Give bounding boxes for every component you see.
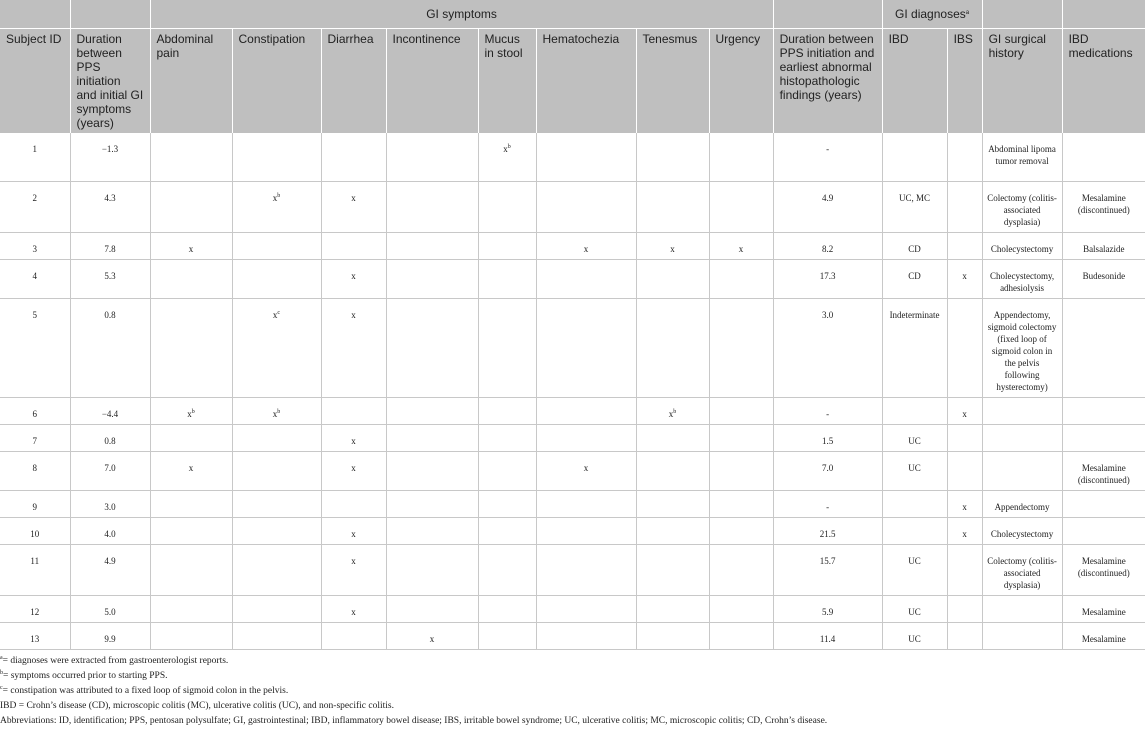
ibs-cell xyxy=(947,622,982,649)
duration-symptoms-cell: 0.8 xyxy=(70,424,150,451)
duration-histopath-cell: 5.9 xyxy=(773,595,882,622)
hematochezia-cell xyxy=(536,259,636,298)
tenesmus-cell xyxy=(636,298,709,397)
tenesmus-cell xyxy=(636,595,709,622)
ibs-cell xyxy=(947,451,982,490)
surgical-history-cell: Colectomy (colitis-associated dysplasia) xyxy=(982,544,1062,595)
urgency-cell: x xyxy=(709,232,773,259)
duration-histopath-cell: 21.5 xyxy=(773,517,882,544)
constipation-cell xyxy=(232,259,321,298)
incontinence-cell xyxy=(386,517,478,544)
column-header: IBD xyxy=(882,29,947,134)
ibs-cell xyxy=(947,181,982,232)
ibs-cell: x xyxy=(947,397,982,424)
tenesmus-cell xyxy=(636,424,709,451)
gi-diagnoses-group-header xyxy=(882,0,982,29)
subject-id-cell: 8 xyxy=(0,451,70,490)
ibs-cell xyxy=(947,298,982,397)
duration-histopath-cell: 7.0 xyxy=(773,451,882,490)
ibd-medication-cell xyxy=(1062,298,1145,397)
surgical-history-cell xyxy=(982,622,1062,649)
table-row xyxy=(0,451,1145,490)
footnote: IBD = Crohn’s disease (CD), microscopic colitis (MC), ulcerative colitis (UC), and non-specific colitis. xyxy=(0,700,394,711)
duration-symptoms-cell: 7.8 xyxy=(70,232,150,259)
duration-symptoms-cell: 4.9 xyxy=(70,544,150,595)
constipation-cell xyxy=(232,622,321,649)
urgency-cell xyxy=(709,517,773,544)
ibd-cell: CD xyxy=(882,232,947,259)
constipation-cell xyxy=(232,544,321,595)
ibd-cell: UC xyxy=(882,424,947,451)
ibd-medication-cell: Mesalamine (discontinued) xyxy=(1062,451,1145,490)
ibd-cell: UC xyxy=(882,622,947,649)
subject-id-cell: 10 xyxy=(0,517,70,544)
hematochezia-cell: x xyxy=(536,451,636,490)
surgical-history-cell xyxy=(982,595,1062,622)
abdominal-pain-cell xyxy=(150,544,232,595)
header-group-blank xyxy=(982,0,1062,29)
subject-id-cell: 1 xyxy=(0,133,70,181)
incontinence-cell xyxy=(386,451,478,490)
duration-histopath-cell: - xyxy=(773,397,882,424)
surgical-history-cell: Appendectomy xyxy=(982,490,1062,517)
duration-symptoms-cell: 4.3 xyxy=(70,181,150,232)
diarrhea-cell: x xyxy=(321,517,386,544)
column-header: Tenesmus xyxy=(636,29,709,134)
abdominal-pain-cell xyxy=(150,298,232,397)
ibd-cell: Indeterminate xyxy=(882,298,947,397)
abdominal-pain-cell xyxy=(150,595,232,622)
diarrhea-cell: x xyxy=(321,259,386,298)
incontinence-cell xyxy=(386,490,478,517)
table-row xyxy=(0,424,1145,451)
ibd-medication-cell: Mesalamine xyxy=(1062,622,1145,649)
table-row xyxy=(0,622,1145,649)
surgical-history-cell: Appendectomy, sigmoid colectomy (fixed loop of sigmoid colon in the pelvis following hysterectomy) xyxy=(982,298,1062,397)
subject-id-cell: 4 xyxy=(0,259,70,298)
surgical-history-cell xyxy=(982,397,1062,424)
ibs-cell: x xyxy=(947,517,982,544)
ibs-cell xyxy=(947,544,982,595)
table-row xyxy=(0,397,1145,424)
surgical-history-cell xyxy=(982,451,1062,490)
subject-id-cell: 3 xyxy=(0,232,70,259)
table-row xyxy=(0,544,1145,595)
ibs-cell xyxy=(947,232,982,259)
incontinence-cell xyxy=(386,259,478,298)
surgical-history-cell: Colectomy (colitis-associated dysplasia) xyxy=(982,181,1062,232)
tenesmus-cell xyxy=(636,259,709,298)
abdominal-pain-cell: x xyxy=(150,451,232,490)
urgency-cell xyxy=(709,424,773,451)
urgency-cell xyxy=(709,544,773,595)
tenesmus-cell xyxy=(636,490,709,517)
ibd-medication-cell xyxy=(1062,517,1145,544)
diarrhea-cell: x xyxy=(321,544,386,595)
ibd-cell xyxy=(882,397,947,424)
duration-symptoms-cell: 4.0 xyxy=(70,517,150,544)
mucus-cell xyxy=(478,232,536,259)
constipation-cell xyxy=(232,424,321,451)
mucus-cell xyxy=(478,595,536,622)
ibd-cell: UC, MC xyxy=(882,181,947,232)
urgency-cell xyxy=(709,298,773,397)
mucus-cell xyxy=(478,490,536,517)
surgical-history-cell xyxy=(982,424,1062,451)
mucus-cell xyxy=(478,397,536,424)
constipation-cell: $x^b$ xyxy=(232,181,321,232)
ibd-cell xyxy=(882,133,947,181)
constipation-cell xyxy=(232,232,321,259)
gi-diagnoses-label: GI diagnoses xyxy=(895,7,966,21)
constipation-cell: $x^c$ xyxy=(232,298,321,397)
urgency-cell xyxy=(709,490,773,517)
incontinence-cell xyxy=(386,232,478,259)
tenesmus-cell xyxy=(636,517,709,544)
hematochezia-cell xyxy=(536,622,636,649)
subject-id-cell: 5 xyxy=(0,298,70,397)
abdominal-pain-cell xyxy=(150,517,232,544)
duration-symptoms-cell: 0.8 xyxy=(70,298,150,397)
hematochezia-cell xyxy=(536,133,636,181)
column-header: Subject ID xyxy=(0,29,70,134)
ibd-medication-cell: Mesalamine (discontinued) xyxy=(1062,181,1145,232)
ibd-cell: CD xyxy=(882,259,947,298)
column-header: Incontinence xyxy=(386,29,478,134)
surgical-history-cell: Cholecystectomy xyxy=(982,232,1062,259)
diarrhea-cell xyxy=(321,397,386,424)
table-footnotes xyxy=(0,650,1145,729)
footnote-mark: a xyxy=(965,10,970,16)
column-header: GI surgical history xyxy=(982,29,1062,134)
duration-histopath-cell: 11.4 xyxy=(773,622,882,649)
table-row xyxy=(0,232,1145,259)
column-header: Mucus in stool xyxy=(478,29,536,134)
mucus-cell xyxy=(478,259,536,298)
mucus-cell: $x^b$ xyxy=(478,133,536,181)
duration-histopath-cell: 3.0 xyxy=(773,298,882,397)
gi-symptoms-label: GI symptoms xyxy=(426,7,497,21)
duration-histopath-cell: 8.2 xyxy=(773,232,882,259)
surgical-history-cell: Abdominal lipoma tumor removal xyxy=(982,133,1062,181)
ibs-cell: x xyxy=(947,259,982,298)
table-row xyxy=(0,259,1145,298)
table-row xyxy=(0,133,1145,181)
duration-symptoms-cell: 3.0 xyxy=(70,490,150,517)
duration-symptoms-cell: −1.3 xyxy=(70,133,150,181)
diarrhea-cell xyxy=(321,490,386,517)
tenesmus-cell xyxy=(636,181,709,232)
duration-histopath-cell: - xyxy=(773,490,882,517)
gi-symptoms-group-header xyxy=(150,0,773,29)
hematochezia-cell xyxy=(536,544,636,595)
table-row xyxy=(0,181,1145,232)
diarrhea-cell: x xyxy=(321,451,386,490)
ibs-cell xyxy=(947,424,982,451)
mucus-cell xyxy=(478,451,536,490)
column-header: Urgency xyxy=(709,29,773,134)
hematochezia-cell xyxy=(536,490,636,517)
constipation-cell: $x^b$ xyxy=(232,397,321,424)
header-group-blank xyxy=(0,0,70,29)
diarrhea-cell: x xyxy=(321,424,386,451)
footnote: $^c$= constipation was attributed to a fixed loop of sigmoid colon in the pelvis. xyxy=(0,684,289,696)
abdominal-pain-cell xyxy=(150,622,232,649)
diarrhea-cell: x xyxy=(321,181,386,232)
subject-id-cell: 6 xyxy=(0,397,70,424)
column-header: Duration between PPS initiation and earliest abnormal histopathologic findings (years) xyxy=(773,29,882,134)
incontinence-cell xyxy=(386,181,478,232)
urgency-cell xyxy=(709,397,773,424)
subject-id-cell: 13 xyxy=(0,622,70,649)
incontinence-cell xyxy=(386,133,478,181)
duration-histopath-cell: 4.9 xyxy=(773,181,882,232)
urgency-cell xyxy=(709,259,773,298)
subject-id-cell: 11 xyxy=(0,544,70,595)
ibd-medication-cell: Mesalamine xyxy=(1062,595,1145,622)
duration-histopath-cell: 17.3 xyxy=(773,259,882,298)
diarrhea-cell: x xyxy=(321,595,386,622)
incontinence-cell xyxy=(386,424,478,451)
header-group-blank xyxy=(70,0,150,29)
constipation-cell xyxy=(232,451,321,490)
duration-histopath-cell: 1.5 xyxy=(773,424,882,451)
ibd-cell: UC xyxy=(882,544,947,595)
ibd-medication-cell: Mesalamine (discontinued) xyxy=(1062,544,1145,595)
ibd-cell xyxy=(882,517,947,544)
mucus-cell xyxy=(478,181,536,232)
table-row xyxy=(0,298,1145,397)
tenesmus-cell: x xyxy=(636,232,709,259)
diarrhea-cell: x xyxy=(321,298,386,397)
column-header: IBS xyxy=(947,29,982,134)
column-header: Hematochezia xyxy=(536,29,636,134)
ibd-medication-cell: Budesonide xyxy=(1062,259,1145,298)
abdominal-pain-cell xyxy=(150,424,232,451)
abdominal-pain-cell xyxy=(150,181,232,232)
ibd-medication-cell xyxy=(1062,133,1145,181)
mucus-cell xyxy=(478,517,536,544)
hematochezia-cell xyxy=(536,181,636,232)
duration-symptoms-cell: 5.0 xyxy=(70,595,150,622)
diarrhea-cell xyxy=(321,133,386,181)
ibd-medication-cell: Balsalazide xyxy=(1062,232,1145,259)
incontinence-cell xyxy=(386,544,478,595)
duration-histopath-cell: 15.7 xyxy=(773,544,882,595)
duration-histopath-cell: - xyxy=(773,133,882,181)
column-header: Diarrhea xyxy=(321,29,386,134)
subject-id-cell: 7 xyxy=(0,424,70,451)
incontinence-cell xyxy=(386,397,478,424)
duration-symptoms-cell: 7.0 xyxy=(70,451,150,490)
header-group-blank xyxy=(1062,0,1145,29)
constipation-cell xyxy=(232,133,321,181)
subject-id-cell: 12 xyxy=(0,595,70,622)
abdominal-pain-cell: $x^b$ xyxy=(150,397,232,424)
diarrhea-cell xyxy=(321,622,386,649)
surgical-history-cell: Cholecystectomy, adhesiolysis xyxy=(982,259,1062,298)
abdominal-pain-cell: x xyxy=(150,232,232,259)
ibs-cell xyxy=(947,595,982,622)
ibd-medication-cell xyxy=(1062,397,1145,424)
constipation-cell xyxy=(232,517,321,544)
incontinence-cell xyxy=(386,298,478,397)
table-row xyxy=(0,517,1145,544)
abdominal-pain-cell xyxy=(150,133,232,181)
abdominal-pain-cell xyxy=(150,490,232,517)
ibd-cell xyxy=(882,490,947,517)
diarrhea-cell xyxy=(321,232,386,259)
tenesmus-cell xyxy=(636,622,709,649)
urgency-cell xyxy=(709,133,773,181)
column-header: IBD medications xyxy=(1062,29,1145,134)
hematochezia-cell xyxy=(536,424,636,451)
mucus-cell xyxy=(478,544,536,595)
urgency-cell xyxy=(709,622,773,649)
duration-symptoms-cell: 5.3 xyxy=(70,259,150,298)
surgical-history-cell: Cholecystectomy xyxy=(982,517,1062,544)
duration-symptoms-cell: 9.9 xyxy=(70,622,150,649)
footnote: $^a$= diagnoses were extracted from gastroenterologist reports. xyxy=(0,654,229,666)
hematochezia-cell xyxy=(536,397,636,424)
incontinence-cell: x xyxy=(386,622,478,649)
mucus-cell xyxy=(478,298,536,397)
column-header: Duration between PPS initiation and initial GI symptoms (years) xyxy=(70,29,150,134)
mucus-cell xyxy=(478,622,536,649)
hematochezia-cell xyxy=(536,298,636,397)
abdominal-pain-cell xyxy=(150,259,232,298)
ibd-cell: UC xyxy=(882,595,947,622)
column-header: Abdominal pain xyxy=(150,29,232,134)
incontinence-cell xyxy=(386,595,478,622)
table-body xyxy=(0,133,1145,649)
table-row xyxy=(0,490,1145,517)
ibs-cell: x xyxy=(947,490,982,517)
ibd-medication-cell xyxy=(1062,490,1145,517)
hematochezia-cell: x xyxy=(536,232,636,259)
tenesmus-cell xyxy=(636,133,709,181)
urgency-cell xyxy=(709,595,773,622)
header-group-row xyxy=(0,0,1145,29)
column-header: Constipation xyxy=(232,29,321,134)
urgency-cell xyxy=(709,451,773,490)
ibd-cell: UC xyxy=(882,451,947,490)
constipation-cell xyxy=(232,490,321,517)
tenesmus-cell xyxy=(636,544,709,595)
hematochezia-cell xyxy=(536,517,636,544)
urgency-cell xyxy=(709,181,773,232)
table-row xyxy=(0,595,1145,622)
column-header-row xyxy=(0,29,1145,134)
hematochezia-cell xyxy=(536,595,636,622)
ibs-cell xyxy=(947,133,982,181)
tenesmus-cell: $x^b$ xyxy=(636,397,709,424)
duration-symptoms-cell: −4.4 xyxy=(70,397,150,424)
header-group-blank xyxy=(773,0,882,29)
subject-id-cell: 9 xyxy=(0,490,70,517)
footnote: $^b$= symptoms occurred prior to starting PPS. xyxy=(0,669,168,681)
footnote: Abbreviations: ID, identification; PPS, pentosan polysulfate; GI, gastrointestinal; IBD, inflammatory bowel disease; IBS, irritable bowel syndrome; UC, ulcerative colitis; MC, microscopic colitis; CD, Crohn’s disease. xyxy=(0,715,828,726)
mucus-cell xyxy=(478,424,536,451)
subject-id-cell: 2 xyxy=(0,181,70,232)
ibd-medication-cell xyxy=(1062,424,1145,451)
constipation-cell xyxy=(232,595,321,622)
tenesmus-cell xyxy=(636,451,709,490)
